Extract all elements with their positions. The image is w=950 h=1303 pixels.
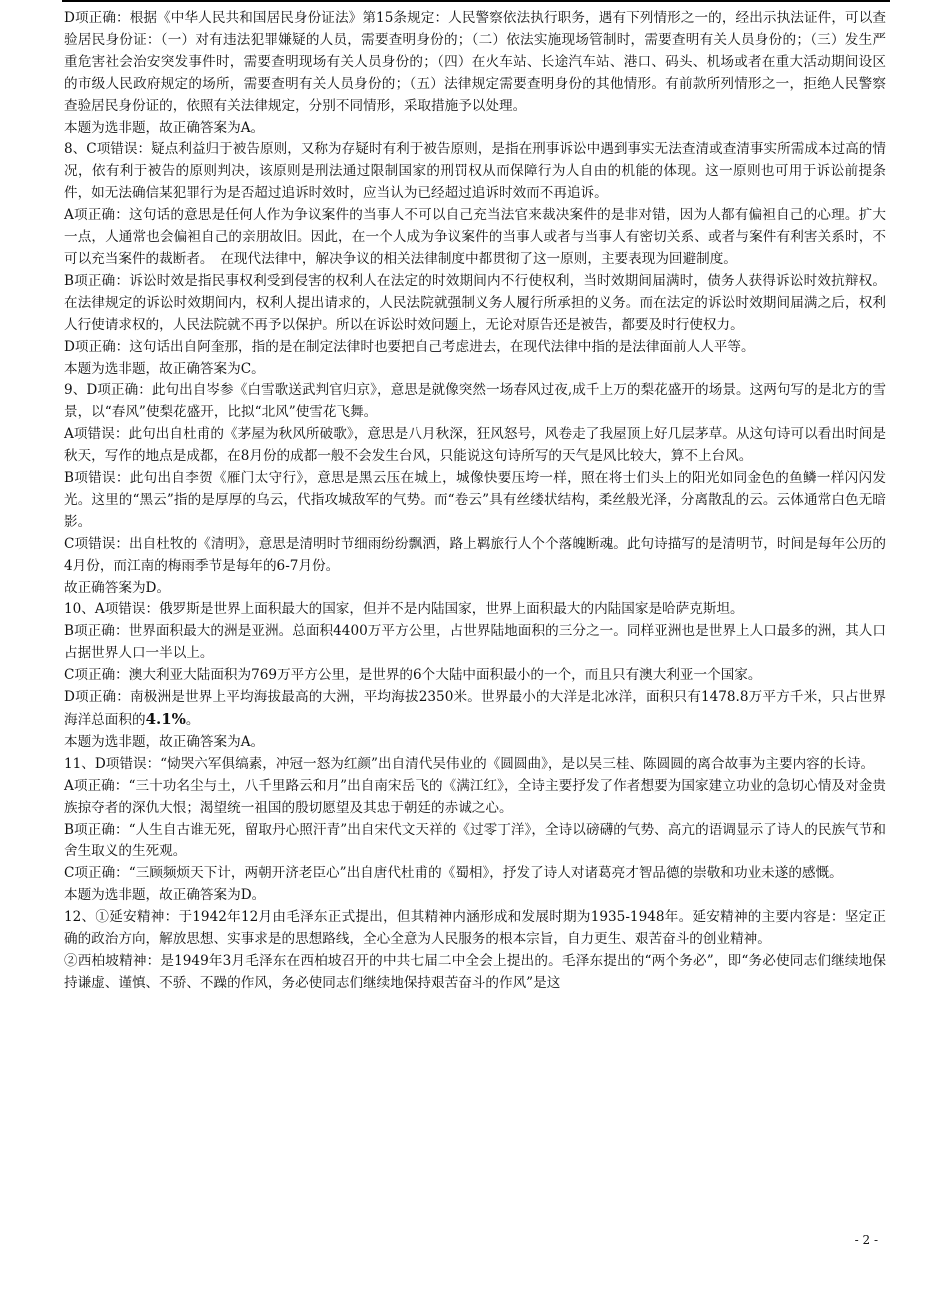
paragraph: A项错误：此句出自杜甫的《茅屋为秋风所破歌》，意思是八月秋深，狂风怒号，风卷走了我屋顶上好几层茅草。从这句诗可以看出时间是秋天，写作的地点是成都，在8月份的成都一般不会发生台风，只能说这句诗所写的天气是风比较大，算不上台风。 (64, 426, 886, 465)
paragraph: C项正确：“三顾频烦天下计，两朝开济老臣心”出自唐代杜甫的《蜀相》，抒发了诗人对诸葛亮才智品德的崇敬和功业未遂的感慨。 (64, 865, 843, 882)
paragraph: 本题为选非题，故正确答案为A。 (64, 733, 265, 750)
percent-suffix: 。 (185, 712, 200, 728)
paragraph: B项正确：“人生自古谁无死，留取丹心照汗青”出自宋代文天祥的《过零丁洋》，全诗以磅礴的气势、高亢的语调显示了诗人的民族气节和舍生取义的生死观。 (64, 821, 886, 860)
paragraph: D项正确：这句话出自阿奎那，指的是在制定法律时也要把自己考虑进去，在现代法律中指的是法律面前人人平等。 (64, 338, 755, 355)
paragraph: B项正确：世界面积最大的洲是亚洲。总面积4400万平方公里，占世界陆地面积的三分之一。同样亚洲也是世界上人口最多的洲，其人口占据世界人口一半以上。 (64, 623, 886, 662)
page-number: - 2 - (854, 1233, 878, 1247)
paragraph-text: D项正确：南极洲是世界上平均海拔最高的大洲，平均海拔2350米。世界最小的大洋是北冰洋，面积只有1478.8万平方千米，只占世界海洋总面积的 (64, 689, 886, 728)
paragraph: B项正确：诉讼时效是指民事权利受到侵害的权利人在法定的时效期间内不行使权利，当时效期间届满时，债务人获得诉讼时效抗辩权。在法律规定的诉讼时效期间内，权利人提出请求的，人民法院就强制义务人履行所承担的义务。而在法定的诉讼时效期间届满之后，权利人行使请求权的，人民法院就不再予以保护。所以在诉讼时效问题上，无论对原告还是被告，都要及时行使权力。 (64, 272, 886, 333)
paragraph: A项正确：“三十功名尘与土，八千里路云和月”出自南宋岳飞的《满江红》，全诗主要抒发了作者想要为国家建立功业的急切心情及对金贵族掠夺者的深仇大恨；渴望统一祖国的殷切愿望及其忠于朝廷的赤诚之心。 (64, 777, 886, 816)
paragraph: ②西柏坡精神：是1949年3月毛泽东在西柏坡召开的中共七届二中全会上提出的。毛泽东提出的“两个务必”，即“务必使同志们继续地保持谦虚、谨慎、不骄、不躁的作风，务必使同志们继续地保持艰苦奋斗的作风”是这 (64, 952, 886, 991)
percent-value: 4.1% (145, 710, 186, 728)
paragraph: 11、D项错误：“恸哭六军俱缟素，冲冠一怒为红颜”出自清代吴伟业的《圆圆曲》，是以吴三桂、陈圆圆的离合故事为主要内容的长诗。 (64, 755, 875, 772)
paragraph: 8、C项错误：疑点利益归于被告原则，又称为存疑时有利于被告原则，是指在刑事诉讼中遇到事实无法查清或查清事实所需成本过高的情况，依有利于被告的原则判决，该原则是刑法通过限制国家的刑罚权从而保障行为人自由的机能的体现。这一原则也可用于诉讼前提条件，如无法确信某犯罪行为是否超过追诉时效时，应当认为已经超过追诉时效而不再追诉。 (64, 141, 886, 202)
paragraph-with-percent (64, 687, 886, 732)
paragraph: 本题为选非题，故正确答案为D。 (64, 887, 266, 904)
paragraph: C项正确：澳大利亚大陆面积为769万平方公里，是世界的6个大陆中面积最小的一个，而且只有澳大利亚一个国家。 (64, 667, 762, 684)
paragraph: C项错误：出自杜牧的《清明》，意思是清明时节细雨纷纷飘洒，路上羁旅行人个个落魄断魂。此句诗描写的是清明节，时间是每年公历的4月份，而江南的梅雨季节是每年的6-7月份。 (64, 535, 886, 574)
paragraph: B项错误：此句出自李贺《雁门太守行》，意思是黑云压在城上，城像快要压垮一样，照在将士们头上的阳光如同金色的鱼鳞一样闪闪发光。这里的“黑云”指的是厚厚的乌云，代指攻城敌军的气势。而“卷云”具有丝缕状结构，柔丝般光泽，分离散乱的云。云体通常白色无暗影。 (64, 470, 886, 530)
paragraph: D项正确：根据《中华人民共和国居民身份证法》第15条规定：人民警察依法执行职务，遇有下列情形之一的，经出示执法证件，可以查验居民身份证：（一）对有违法犯罪嫌疑的人员，需要查明身份的；（二）依法实施现场管制时，需要查明有关人员身份的；（三）发生严重危害社会治安突发事件时，需要查明现场有关人员身份的；（四）在火车站、长途汽车站、港口、码头、机场或者在重大活动期间设区的市级人民政府规定的场所，需要查明有关人员身份的；（五）法律规定需要查明身份的其他情形。有前款所列情形之一，拒绝人民警察查验居民身份证的，依照有关法律规定，分别不同情形，采取措施予以处理。 (64, 10, 886, 114)
paragraph: 9、D项正确：此句出自岑参《白雪歌送武判官归京》，意思是就像突然一场春风过夜,成千上万的梨花盛开的场景。这两句写的是北方的雪景，以“春风”使梨花盛开，比拟“北风”使雪花飞舞。 (64, 382, 886, 421)
paragraph: 12、①延安精神：于1942年12月由毛泽东正式提出，但其精神内涵形成和发展时期为1935-1948年。延安精神的主要内容是：坚定正确的政治方向，解放思想、实事求是的思想路线，全心全意为人民服务的根本宗旨，自力更生、艰苦奋斗的创业精神。 (64, 909, 886, 948)
paragraph: A项正确：这句话的意思是任何人作为争议案件的当事人不可以自己充当法官来裁决案件的是非对错，因为人都有偏袒自己的心理。扩大一点，人通常也会偏袒自己的亲朋故旧。因此，在一个人成为争议案件的当事人或者与当事人有密切关系、或者与案件有利害关系时，不可以充当案件的裁断者。 在现代法律中，解决争议的相关法律制度中都贯彻了这一原则，主要表现为回避制度。 (64, 207, 886, 267)
paragraph: 本题为选非题，故正确答案为C。 (64, 360, 265, 377)
paragraph: 10、A项错误：俄罗斯是世界上面积最大的国家，但并不是内陆国家，世界上面积最大的内陆国家是哈萨克斯坦。 (64, 601, 744, 618)
paragraph: 故正确答案为D。 (64, 579, 171, 596)
top-rule (62, 0, 890, 2)
answer-explanations (64, 8, 886, 995)
paragraph: 本题为选非题，故正确答案为A。 (64, 119, 265, 136)
